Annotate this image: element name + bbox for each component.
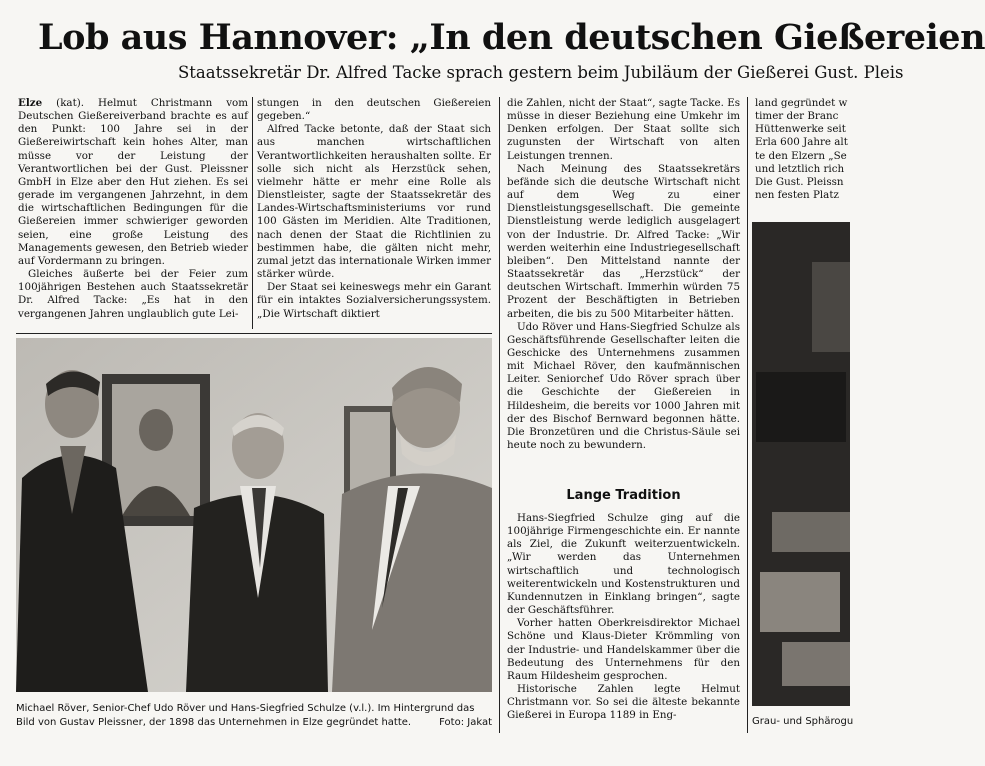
text-line: timer der Branc xyxy=(755,110,839,123)
paragraph: Nach Meinung des Staatssekretärs befände sich die deutsche Wirtschaft nicht auf dem Weg zu einer Dienstleistungsgesellschaft. Die gemeinte Dienstleistung werde lediglich ausgelagert von der Industrie. Dr. Alfred Tacke: „Wir werden weiterhin eine Industriegesellschaft bleiben“. Den Mittelstand nannte der Staatssekretär das „Herzstück“ der deutschen Wirtschaft. Immerhin würden 75 Prozent der Beschäftigten in Betrieben arbeiten, die bis zu 500 Mitarbeiter hätten. xyxy=(507,162,740,320)
text-line: land gegründet w xyxy=(755,97,848,109)
column-rule xyxy=(747,97,748,733)
photo-credit: Foto: Jakat xyxy=(439,717,492,728)
paragraph: stungen in den deutschen Gießereien gegeben.“ xyxy=(257,97,491,123)
text-line: Hüttenwerke seit xyxy=(755,123,846,136)
paragraph: Historische Zahlen legte Helmut Christmann vor. So sei die älteste bekannte Gießerei in Europa 1189 in Eng- xyxy=(507,683,740,722)
paragraph: Udo Röver und Hans-Siegfried Schulze als Geschäftsführende Gesellschafter leiten die Geschicke des Unternehmens zusammen mit Michael Röver, den kaufmännischen Leiter. Seniorchef Udo Röver sprach über die Geschichte der Gießereien in Hildesheim, die bereits vor 1000 Jahren mit der des Bischof Bernward begonnen hätte. Die Bronzetüren und die Christus-Säule sei heute noch zu bewundern. xyxy=(507,320,740,452)
paragraph: die Zahlen, nicht der Staat“, sagte Tacke. Es müsse in dieser Beziehung eine Umkehr im Denken erfolgen. Der Staat sollte sich zugunsten der Wirtschaft von alten Leistungen trennen. xyxy=(507,97,740,162)
article-column-2 xyxy=(257,97,491,321)
text-line: Erla 600 Jahre alt xyxy=(755,136,848,149)
text-line: und letztlich rich xyxy=(755,162,845,175)
paragraph: (kat). Helmut Christmann vom Deutschen Gießereiverband brachte es auf den Punkt: 100 Jahre sei in der Gießereiwirtschaft kein hohes Alter, man müsse vor der Leistung der Verantwortlichen bei der Gust. Pleissner GmbH in Elze aber den Hut ziehen. Es sei gerade im vergangenen Jahrzehnt, in dem die wirtschaftlichen Bedingungen für die Gießereien immer schwieriger geworden seien, eine große Leistung des Managements gewesen, den Betrieb wieder auf Vordermann zu bringen. xyxy=(18,97,248,267)
article-column-4 xyxy=(755,97,855,202)
text-line: nen festen Platz xyxy=(755,189,839,202)
paragraph: Der Staat sei keineswegs mehr ein Garant für ein intaktes Sozialversicherungssystem. „Die Wirtschaft diktiert xyxy=(257,281,491,320)
paragraph: Alfred Tacke betonte, daß der Staat sich aus manchen wirtschaftlichen Verantwortlichkeiten heraushalten sollte. Er solle sich nicht als Herzstück sehen, vielmehr hätte er mehr eine Rolle als Dienstleister, sagte der Staatssekretär des Landes-Wirtschaftsministeriums vor rund 100 Gästen im Meridien. Alte Traditionen, nach denen der Staat die Richtlinien zu bestimmen habe, die gälten nicht mehr, zumal jetzt das internationale Wirken immer stärker würde. xyxy=(257,123,491,281)
article-column-1 xyxy=(18,97,248,321)
paragraph: Hans-Siegfried Schulze ging auf die 100jährige Firmengeschichte ein. Er nannte als Ziel, die Zukunft weiterzuentwickeln. „Wir werden das Unternehmen wirtschaftlich und technologisch weiterentwickeln und Kostenstrukturen und Kundennutzen in Einklang bringen“, sagte der Geschäftsführer. xyxy=(507,512,740,617)
news-photo xyxy=(16,338,492,692)
paragraph: Gleiches äußerte bei der Feier zum 100jährigen Bestehen auch Staatssekretär Dr. Alfred Tacke: „Es hat in den vergangenen Jahren unglaublich gute Lei- xyxy=(18,268,248,320)
column-rule xyxy=(252,97,253,329)
dateline: Elze xyxy=(18,97,43,109)
caption-text: Michael Röver, Senior-Chef Udo Röver und Hans-Siegfried Schulze (v.l.). Im Hintergrund das Bild von Gustav Pleissner, der 1898 das Unternehmen in Elze gegründet hatte. xyxy=(16,703,475,728)
photo-top-rule xyxy=(16,333,492,334)
article-column-3 xyxy=(507,97,740,485)
article-column-3-continued xyxy=(507,512,740,723)
photo2-illustration xyxy=(752,222,850,706)
paragraph: Vorher hatten Oberkreisdirektor Michael Schöne und Klaus-Dieter Krömmling von der Industrie- und Handelskammer über die Bedeutung des Unternehmens für den Raum Hildesheim gesprochen. xyxy=(507,617,740,682)
text-line: Die Gust. Pleissn xyxy=(755,175,844,188)
text-line: te den Elzern „Se xyxy=(755,149,847,162)
photo2-caption: Grau- und Sphärogu xyxy=(752,716,854,727)
photo-illustration xyxy=(16,338,492,692)
news-photo-2 xyxy=(752,222,850,706)
section-subhead: Lange Tradition xyxy=(566,488,681,503)
photo-caption xyxy=(16,702,492,730)
column-rule xyxy=(499,97,500,733)
subheadline: Staatssekretär Dr. Alfred Tacke sprach gestern beim Jubiläum der Gießerei Gust. Pleis xyxy=(178,63,904,82)
headline: Lob aus Hannover: „In den deutschen Gießereien xyxy=(38,17,985,58)
